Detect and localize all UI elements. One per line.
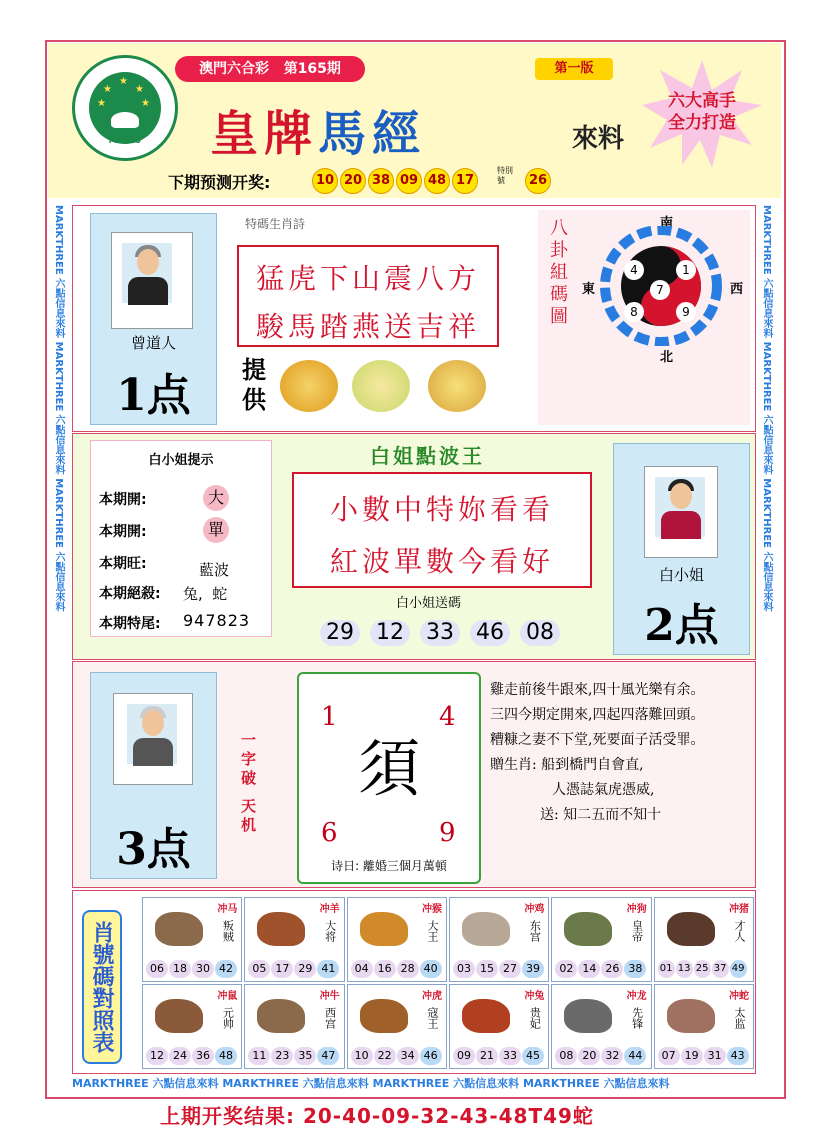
special-label: 特別號 <box>497 166 513 185</box>
photo-card-1 <box>90 213 217 425</box>
photo-card-2 <box>613 443 750 655</box>
send-number: 29 <box>320 620 360 646</box>
zodiac-number: 14 <box>578 960 600 978</box>
zodiac-number: 21 <box>476 1047 498 1065</box>
vertical-label-1: 一字破 <box>239 732 257 789</box>
last-draw-result: 上期开奖结果: 20-40-09-32-43-48T49蛇 <box>160 1104 594 1128</box>
zodiac-number: 36 <box>192 1047 214 1065</box>
corner-number: 6 <box>321 818 338 848</box>
zodiac-numbers <box>351 960 442 978</box>
zodiac-number: 47 <box>317 1047 339 1065</box>
tips-row-label: 本期開: <box>99 492 147 508</box>
zodiac-clash: 冲猴 <box>422 904 442 915</box>
zodiac-number: 30 <box>192 960 214 978</box>
zodiac-number: 44 <box>624 1047 646 1065</box>
zodiac-animal-icon <box>462 999 510 1033</box>
zodiac-grid <box>142 897 754 1069</box>
zodiac-number: 34 <box>397 1047 419 1065</box>
special-ball: 26 <box>525 168 551 194</box>
zodiac-numbers <box>248 1047 339 1065</box>
title-part1: 皇牌 <box>210 106 319 162</box>
zodiac-number: 18 <box>169 960 191 978</box>
provide-label: 提供 <box>242 355 266 414</box>
zodiac-animal-icon <box>360 912 408 946</box>
zodiac-animal-icon <box>257 999 305 1033</box>
zodiac-clash: 冲马 <box>217 904 238 915</box>
right-sidebar-band: MARKTHREE 六點信息來料 MARKTHREE 六點信息來料 MARKTHREE 六點信息來料 <box>761 205 772 612</box>
zodiac-number: 24 <box>169 1047 191 1065</box>
monkey-icon <box>428 360 486 412</box>
zodiac-number: 26 <box>601 960 623 978</box>
page-title <box>210 95 426 164</box>
zodiac-animal-icon <box>360 999 408 1033</box>
zodiac-number: 04 <box>351 960 373 978</box>
zodiac-cell <box>551 897 651 982</box>
zodiac-title: 太监 <box>733 1007 746 1029</box>
predict-ball: 38 <box>368 168 394 194</box>
zodiac-clash: 冲蛇 <box>729 991 749 1002</box>
zodiac-title: 贵妃 <box>528 1007 542 1029</box>
portrait-1 <box>111 232 193 329</box>
poem2-line2: 紅波單數今看好 <box>329 545 554 578</box>
zodiac-number: 40 <box>420 960 442 978</box>
zodiac-number: 09 <box>453 1047 475 1065</box>
zodiac-numbers <box>555 960 646 978</box>
bagua-panel <box>538 210 750 425</box>
zodiac-cell <box>347 897 447 982</box>
issue-number: 第165期 <box>283 61 341 77</box>
zodiac-cell <box>142 984 242 1069</box>
poem1-line1: 猛虎下山震八方 <box>255 262 480 295</box>
footer-band: MARKTHREE 六點信息來料 MARKTHREE 六點信息來料 MARKTHREE 六點信息來料 MARKTHREE 六點信息來料 <box>72 1077 670 1090</box>
predict-ball: 10 <box>312 168 338 194</box>
person-name-1: 曾道人 <box>130 334 176 352</box>
zodiac-clash: 冲虎 <box>422 991 442 1002</box>
send-number: 46 <box>470 620 510 646</box>
zodiac-number: 05 <box>248 960 270 978</box>
send-numbers <box>320 620 560 646</box>
tips-row-label: 本期開: <box>99 524 147 540</box>
zodiac-number: 11 <box>248 1047 270 1065</box>
tips-value-tail: 947823 <box>183 611 251 630</box>
tips-value-kill: 兔, 蛇 <box>183 585 228 603</box>
starburst-badge <box>642 60 762 170</box>
person-name-2: 白小姐 <box>658 566 704 584</box>
zodiac-table-label: 肖號碼對照表 <box>82 910 122 1064</box>
corner-number: 4 <box>439 702 456 732</box>
bagua-number: 7 <box>650 280 670 300</box>
zodiac-number: 23 <box>271 1047 293 1065</box>
send-number: 33 <box>420 620 460 646</box>
poem-box-2 <box>292 472 592 588</box>
dragon-icon <box>280 360 338 412</box>
zodiac-number: 19 <box>681 1047 703 1065</box>
zodiac-numbers <box>248 960 339 978</box>
zodiac-number: 49 <box>730 960 747 978</box>
zodiac-number: 33 <box>499 1047 521 1065</box>
zodiac-clash: 冲鸡 <box>524 904 545 915</box>
zodiac-animal-icon <box>155 912 203 946</box>
zodiac-animal-icon <box>564 912 612 946</box>
poem-tag-1: 特碼生肖詩 <box>245 217 306 231</box>
tips-value-wave: 藍波 <box>199 561 230 579</box>
zodiac-number: 13 <box>676 960 693 978</box>
poem-box-1 <box>237 245 499 347</box>
zodiac-clash: 冲狗 <box>626 904 647 915</box>
left-sidebar-band: MARKTHREE 六點信息來料 MARKTHREE 六點信息來料 MARKTHREE 六點信息來料 <box>53 205 64 612</box>
tips-value-big: 大 <box>203 485 229 511</box>
logo-text: MACAU <box>108 136 142 145</box>
zodiac-number: 08 <box>555 1047 577 1065</box>
ox-icon <box>352 360 410 412</box>
burst-line2: 全力打造 <box>668 113 736 133</box>
zodiac-title: 东宫 <box>528 920 542 942</box>
zodiac-numbers <box>658 1047 749 1065</box>
subtitle: 來料 <box>572 124 625 154</box>
poem3-line: 人憑誌氣虎憑威, <box>552 782 655 798</box>
title-part2: 馬經 <box>318 106 427 162</box>
zodiac-number: 01 <box>658 960 675 978</box>
poem1-line2: 駿馬踏燕送吉祥 <box>255 310 480 343</box>
burst-line1: 六大高手 <box>668 91 736 111</box>
predict-balls <box>312 168 478 194</box>
zodiac-cell <box>244 897 344 982</box>
riddle-poem <box>490 678 750 828</box>
tips-row-label: 本期特尾: <box>99 616 161 632</box>
zodiac-number: 27 <box>499 960 521 978</box>
compass-east: 東 <box>582 282 596 297</box>
zodiac-number: 25 <box>694 960 711 978</box>
zodiac-numbers <box>351 1047 442 1065</box>
zodiac-numbers <box>453 960 544 978</box>
riddle-character: 須 <box>357 732 420 805</box>
zodiac-title: 大将 <box>323 920 337 942</box>
zodiac-title: 先锋 <box>630 1007 644 1029</box>
zodiac-title: 大王 <box>426 920 439 942</box>
tips-row-label: 本期絕殺: <box>99 586 161 602</box>
predict-ball: 48 <box>424 168 450 194</box>
section2-title: 白姐點波王 <box>370 444 485 468</box>
zodiac-number: 38 <box>624 960 646 978</box>
zodiac-clash: 冲羊 <box>319 904 340 915</box>
zodiac-number: 35 <box>294 1047 316 1065</box>
zodiac-number: 10 <box>351 1047 373 1065</box>
zodiac-numbers <box>658 960 747 978</box>
zodiac-cell <box>654 984 754 1069</box>
portrait-2 <box>644 466 718 558</box>
zodiac-cell <box>551 984 651 1069</box>
zodiac-animal-icon <box>155 999 203 1033</box>
zodiac-number: 20 <box>578 1047 600 1065</box>
predict-ball: 20 <box>340 168 366 194</box>
zodiac-title: 叛贼 <box>221 920 235 942</box>
zodiac-number: 43 <box>727 1047 749 1065</box>
zodiac-cell <box>654 897 754 982</box>
poem3-line: 雞走前後牛跟來,四十風光樂有余。 <box>490 682 705 698</box>
bagua-number: 9 <box>676 302 696 322</box>
zodiac-numbers <box>146 960 237 978</box>
poem3-line: 送: 知二五而不知十 <box>540 807 662 823</box>
pill-label: 澳門六合彩 <box>199 61 270 77</box>
zodiac-number: 39 <box>522 960 544 978</box>
poem3-line: 贈生肖: 船到橋門自會直, <box>490 757 644 773</box>
zodiac-clash: 冲牛 <box>319 991 340 1002</box>
zodiac-title: 寇王 <box>426 1007 439 1029</box>
portrait-3 <box>113 693 193 785</box>
zodiac-cell <box>347 984 447 1069</box>
poem3-line: 三四今期定開來,四起四落難回頭。 <box>490 707 705 723</box>
zodiac-clash: 冲鼠 <box>217 991 238 1002</box>
vertical-label-2: 天机 <box>239 798 257 836</box>
send-number: 12 <box>370 620 410 646</box>
send-label: 白小姐送碼 <box>396 596 462 611</box>
predict-ball: 09 <box>396 168 422 194</box>
macau-emblem-logo: ★ ★ ★ ★ ★ MACAU <box>72 55 178 161</box>
zodiac-number: 02 <box>555 960 577 978</box>
compass-south: 南 <box>660 216 674 231</box>
zodiac-number: 03 <box>453 960 475 978</box>
zodiac-number: 42 <box>215 960 237 978</box>
zodiac-number: 17 <box>271 960 293 978</box>
tips-card <box>90 440 272 637</box>
zodiac-clash: 冲猪 <box>729 904 749 915</box>
zodiac-animal-icon <box>257 912 305 946</box>
zodiac-number: 29 <box>294 960 316 978</box>
zodiac-number: 48 <box>215 1047 237 1065</box>
zodiac-animal-icon <box>564 999 612 1033</box>
send-number: 08 <box>520 620 560 646</box>
zodiac-title: 元帅 <box>221 1007 235 1029</box>
zodiac-animal-icon <box>462 912 510 946</box>
zodiac-numbers <box>453 1047 544 1065</box>
zodiac-number: 37 <box>712 960 729 978</box>
zodiac-number: 12 <box>146 1047 168 1065</box>
zodiac-title: 西宫 <box>323 1007 337 1029</box>
zodiac-number: 15 <box>476 960 498 978</box>
bagua-number: 8 <box>624 302 644 322</box>
zodiac-number: 41 <box>317 960 339 978</box>
points-3: 3点 <box>116 824 191 875</box>
compass-north: 北 <box>660 350 674 365</box>
zodiac-number: 28 <box>397 960 419 978</box>
zodiac-numbers <box>555 1047 646 1065</box>
zodiac-clash: 冲兔 <box>524 991 545 1002</box>
issue-pill <box>175 56 365 82</box>
zodiac-number: 46 <box>420 1047 442 1065</box>
zodiac-cell <box>449 984 549 1069</box>
points-2: 2点 <box>644 600 719 651</box>
riddle-caption: 诗日: 離婚三個月萬頓 <box>331 859 447 873</box>
edition-badge: 第一版 <box>535 58 613 80</box>
bagua-title: 八卦組碼圖 <box>547 218 568 328</box>
photo-card-3 <box>90 672 217 879</box>
riddle-card <box>297 672 481 884</box>
zodiac-number: 06 <box>146 960 168 978</box>
bagua-number: 1 <box>676 260 696 280</box>
zodiac-cell <box>244 984 344 1069</box>
zodiac-animal-icon <box>667 912 715 946</box>
zodiac-animal-icon <box>667 999 715 1033</box>
zodiac-cell <box>449 897 549 982</box>
tips-row-label: 本期旺: <box>99 556 147 572</box>
points-1: 1点 <box>116 370 191 421</box>
zodiac-title: 皇帝 <box>630 920 644 942</box>
zodiac-numbers <box>146 1047 237 1065</box>
zodiac-number: 16 <box>374 960 396 978</box>
corner-number: 1 <box>321 702 338 732</box>
zodiac-number: 45 <box>522 1047 544 1065</box>
zodiac-clash: 冲龙 <box>626 991 647 1002</box>
bagua-number: 4 <box>624 260 644 280</box>
compass-west: 西 <box>730 282 744 297</box>
corner-number: 9 <box>439 818 456 848</box>
zodiac-number: 07 <box>658 1047 680 1065</box>
zodiac-number: 22 <box>374 1047 396 1065</box>
predict-label: 下期预测开奖: <box>168 173 271 192</box>
zodiac-number: 31 <box>704 1047 726 1065</box>
poem2-line1: 小數中特妳看看 <box>329 493 554 526</box>
zodiac-number: 32 <box>601 1047 623 1065</box>
poem3-line: 糟糠之妻不下堂,死要面子活受罪。 <box>490 732 705 748</box>
zodiac-cell <box>142 897 242 982</box>
tips-value-odd: 單 <box>203 517 229 543</box>
tips-title: 白小姐提示 <box>148 453 214 468</box>
zodiac-title: 才人 <box>733 920 746 942</box>
predict-ball: 17 <box>452 168 478 194</box>
